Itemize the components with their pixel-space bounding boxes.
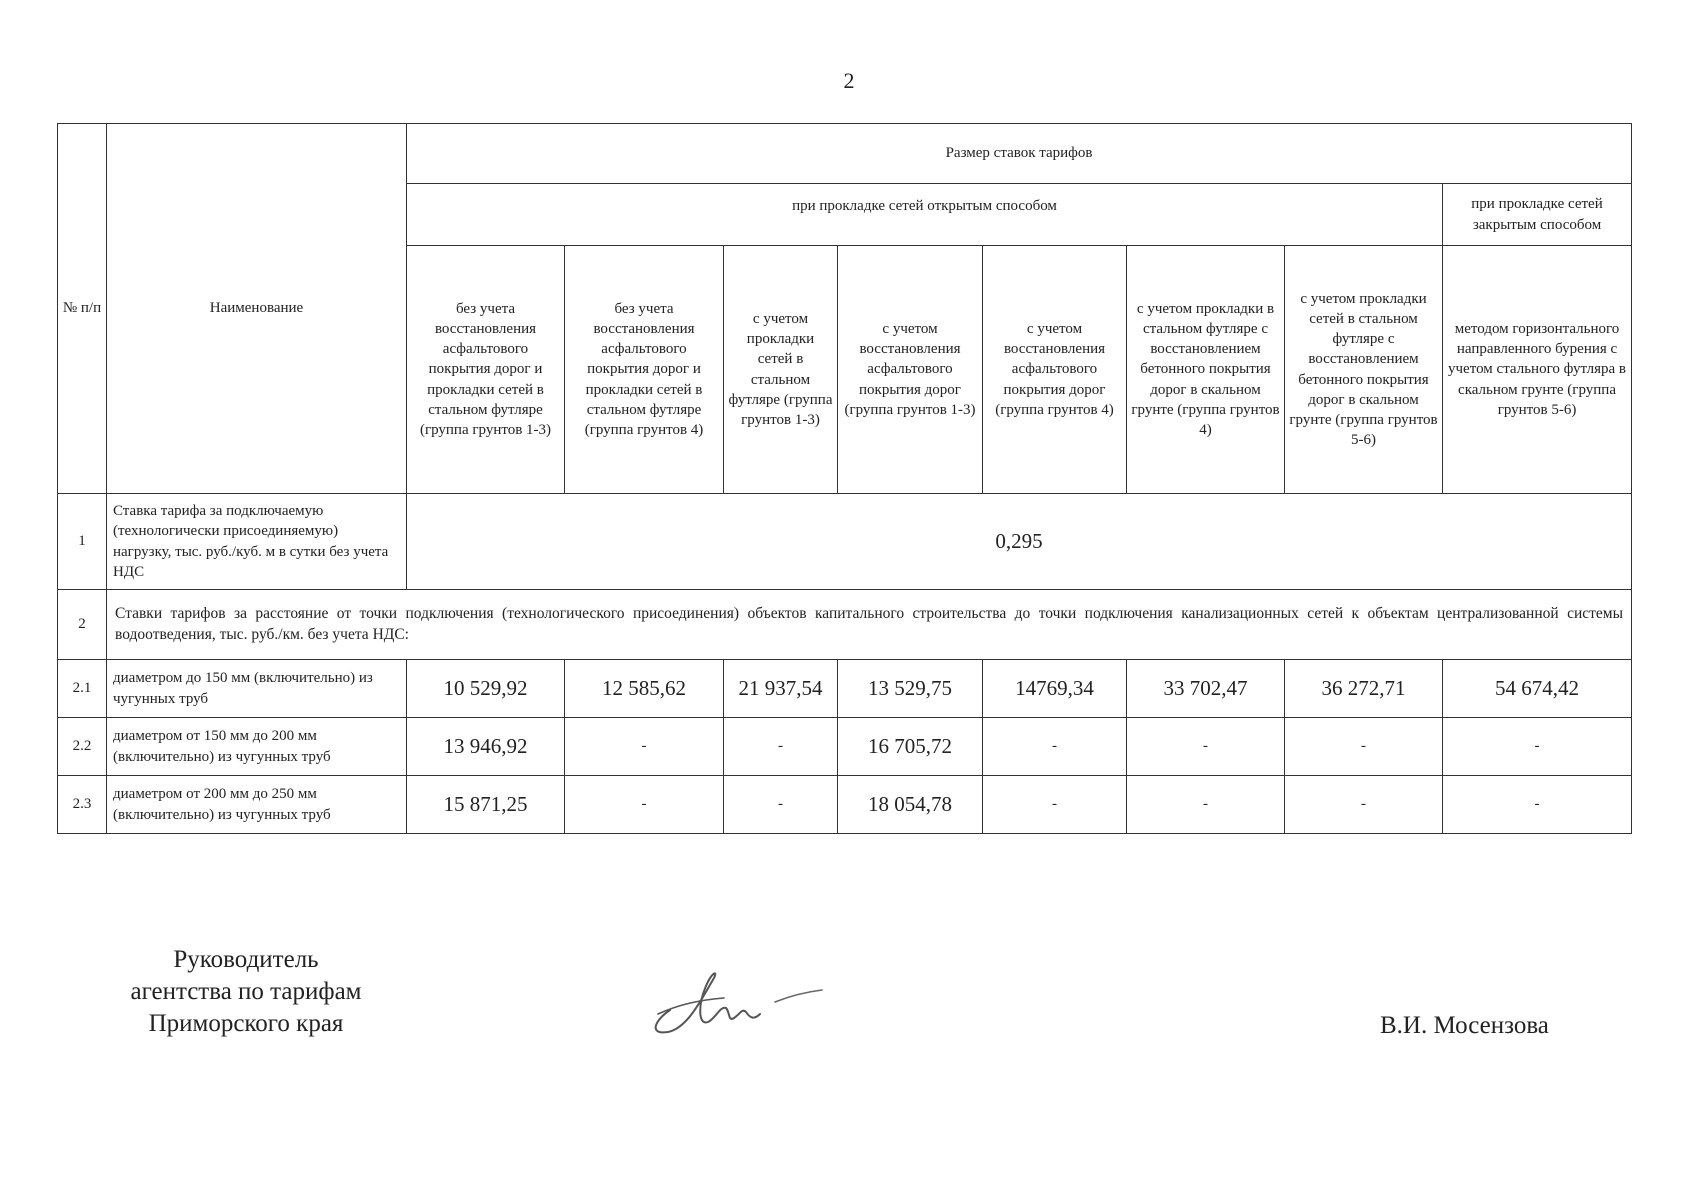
- table-cell: -: [1443, 718, 1632, 776]
- table-cell: -: [983, 776, 1127, 834]
- row-name: диаметром от 150 мм до 200 мм (включительно) из чугунных труб: [107, 718, 407, 776]
- signatory-title-line: Руководитель: [173, 946, 319, 973]
- sub-header-5: с учетом восстановления асфальтового покрытия дорог (группа грунтов 4): [983, 246, 1127, 494]
- table-cell: 21 937,54: [724, 660, 838, 718]
- row-num: 2.2: [58, 718, 107, 776]
- sub-header-8: методом горизонтального направленного бурения с учетом стального футляра в скальном грунте (группа грунтов 5-6): [1443, 246, 1632, 494]
- table-cell: 10 529,92: [407, 660, 565, 718]
- table-cell: -: [1285, 776, 1443, 834]
- table-cell: -: [1127, 776, 1285, 834]
- table-cell: 15 871,25: [407, 776, 565, 834]
- table-row-2-3: [58, 776, 1632, 834]
- sub-header-6: с учетом прокладки в стальном футляре с восстановлением бетонного покрытия дорог в скальном грунте (группа грунтов 4): [1127, 246, 1285, 494]
- distance-rates-description: Ставки тарифов за расстояние от точки подключения (технологического присоединения) объектов капитального строительства до точки подключения канализационных сетей к объектам централизованной системы водоотведения, тыс. руб./км. без учета НДС:: [107, 590, 1632, 660]
- col-name-header: Наименование: [107, 124, 407, 494]
- table-cell: -: [565, 776, 724, 834]
- closed-method-header: при прокладке сетей закрытым способом: [1443, 184, 1632, 246]
- table-cell: 36 272,71: [1285, 660, 1443, 718]
- table-cell: -: [724, 776, 838, 834]
- table-cell: 12 585,62: [565, 660, 724, 718]
- signatory-title-line: агентства по тарифам: [130, 978, 362, 1005]
- table-row-2: [58, 590, 1632, 660]
- signatory-title: [96, 944, 396, 1040]
- row-name: диаметром от 200 мм до 250 мм (включительно) из чугунных труб: [107, 776, 407, 834]
- table-cell: -: [1127, 718, 1285, 776]
- table-row-1: [58, 494, 1632, 590]
- signatory-title-line: Приморского края: [148, 1010, 344, 1037]
- connection-load-rate: 0,295: [407, 494, 1632, 590]
- table-cell: -: [565, 718, 724, 776]
- table-cell: -: [1285, 718, 1443, 776]
- table-cell: 13 946,92: [407, 718, 565, 776]
- sub-header-2: без учета восстановления асфальтового покрытия дорог и прокладки сетей в стальном футляре (группа грунтов 4): [565, 246, 724, 494]
- table-cell: 16 705,72: [838, 718, 983, 776]
- tariff-table: [57, 123, 1632, 834]
- row-num: 2.1: [58, 660, 107, 718]
- table-cell: 33 702,47: [1127, 660, 1285, 718]
- sub-header-1: без учета восстановления асфальтового покрытия дорог и прокладки сетей в стальном футляре (группа грунтов 1-3): [407, 246, 565, 494]
- table-cell: -: [724, 718, 838, 776]
- table-row-2-2: [58, 718, 1632, 776]
- table-cell: -: [1443, 776, 1632, 834]
- sub-header-4: с учетом восстановления асфальтового покрытия дорог (группа грунтов 1-3): [838, 246, 983, 494]
- rates-header: Размер ставок тарифов: [407, 124, 1632, 184]
- row-name: диаметром до 150 мм (включительно) из чугунных труб: [107, 660, 407, 718]
- sub-header-3: с учетом прокладки сетей в стальном футляре (группа грунтов 1-3): [724, 246, 838, 494]
- table-cell: -: [983, 718, 1127, 776]
- table-cell: 14769,34: [983, 660, 1127, 718]
- open-method-header: при прокладке сетей открытым способом: [407, 184, 1443, 246]
- row-num: 2.3: [58, 776, 107, 834]
- table-cell: 18 054,78: [838, 776, 983, 834]
- page-number: 2: [843, 68, 855, 93]
- col-num-header: № п/п: [58, 124, 107, 494]
- row-name: Ставка тарифа за подключаемую (технологически присоединяемую) нагрузку, тыс. руб./куб. м в сутки без учета НДС: [107, 494, 407, 590]
- row-num: 1: [58, 494, 107, 590]
- table-row-2-1: [58, 660, 1632, 718]
- row-num: 2: [58, 590, 107, 660]
- table-cell: 54 674,42: [1443, 660, 1632, 718]
- sub-header-7: с учетом прокладки сетей в стальном футляре с восстановлением бетонного покрытия дорог в скальном грунте (группа грунтов 5-6): [1285, 246, 1443, 494]
- signer-name: В.И. Мосензова: [1380, 1012, 1549, 1039]
- header-row-1: [58, 124, 1632, 184]
- table-cell: 13 529,75: [838, 660, 983, 718]
- handwritten-signature: [640, 960, 830, 1040]
